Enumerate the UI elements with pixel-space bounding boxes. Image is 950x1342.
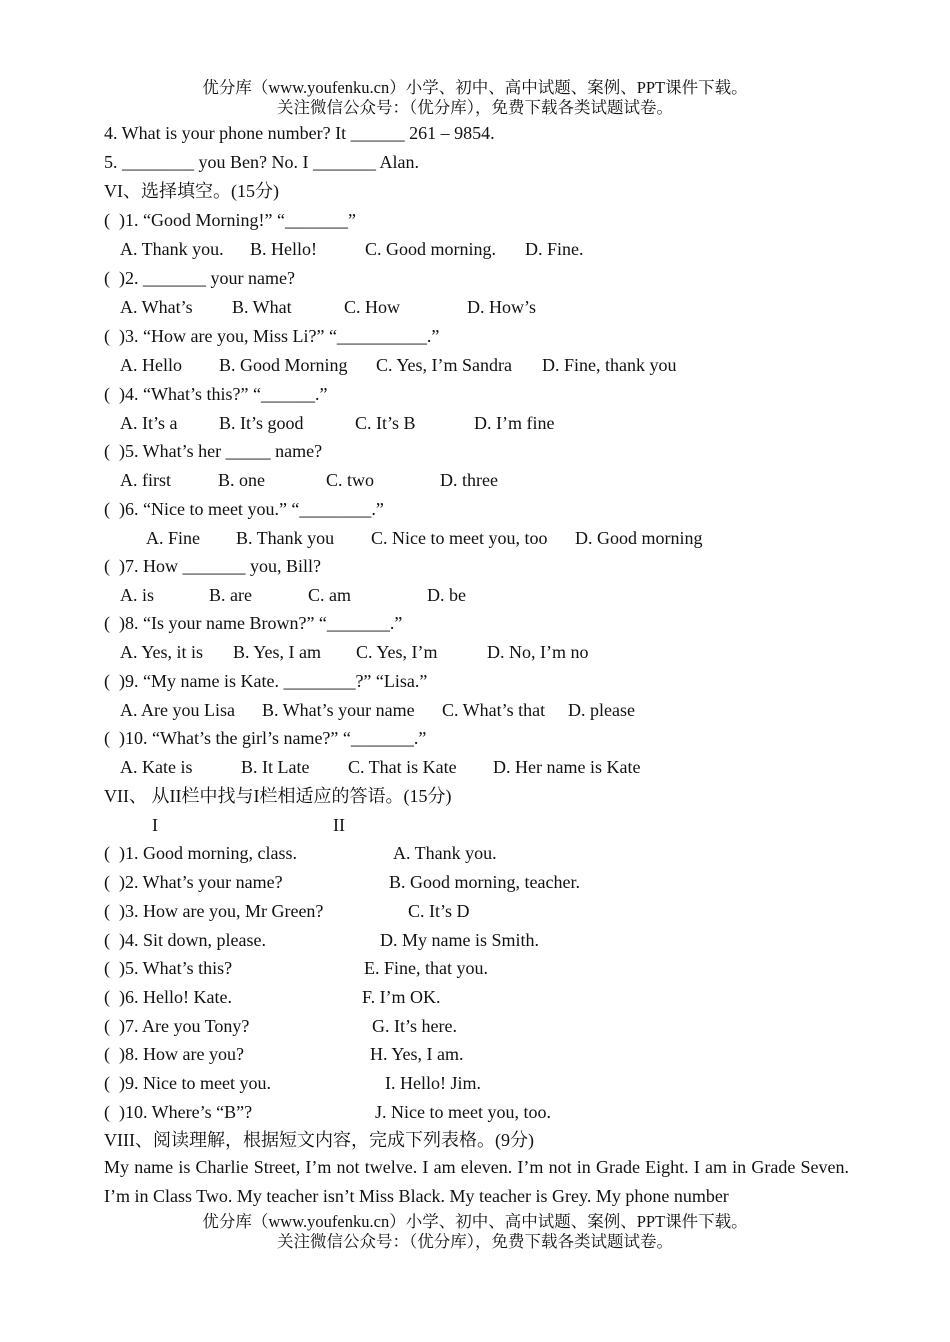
question-line: ( )7. How _______ you, Bill? [104,556,321,576]
match-left: ( )3. How are you, Mr Green? [104,901,324,921]
option: D. How’s [467,297,537,317]
section-title: VIII、阅读理解，根据短文内容，完成下列表格。(9分) [104,1130,534,1150]
match-left: ( )2. What’s your name? [104,872,283,892]
option: D. No, I’m no [487,642,589,662]
option: B. It Late [241,757,310,777]
match-right: E. Fine, that you. [364,958,488,978]
question-line: ( )5. What’s her _____ name? [104,441,323,461]
match-right: H. Yes, I am. [370,1044,464,1064]
match-right: D. My name is Smith. [380,930,540,950]
match-right: G. It’s here. [372,1016,457,1036]
option: A. Fine [146,528,200,548]
option: C. Yes, I’m Sandra [376,355,513,375]
option: A. Kate is [120,757,193,777]
question-line: 5. ________ you Ben? No. I _______ Alan. [104,152,419,172]
option: C. two [326,470,375,490]
option: A. Hello [120,355,182,375]
match-right: I. Hello! Jim. [385,1073,481,1093]
match-right: C. It’s D [408,901,470,921]
option: A. first [120,470,171,490]
match-right: B. Good morning, teacher. [389,872,580,892]
question-line: ( )4. “What’s this?” “______.” [104,384,328,404]
option: D. Fine. [525,239,584,259]
section-title: VI、选择填空。(15分) [104,181,279,201]
option: B. Thank you [236,528,335,548]
match-right: F. I’m OK. [362,987,441,1007]
footer-line-1: 优分库（www.youfenku.cn）小学、初中、高中试题、案例、PPT课件下载。 [202,1212,748,1231]
option: D. Her name is Kate [493,757,641,777]
question-line: ( )9. “My name is Kate. ________?” “Lisa.” [104,671,428,691]
option: B. Yes, I am [233,642,322,662]
column-header: I [152,815,158,835]
option: D. Fine, thank you [542,355,677,375]
match-right: A. Thank you. [393,843,497,863]
option: B. Hello! [250,239,317,259]
option: B. are [209,585,252,605]
match-left: ( )1. Good morning, class. [104,843,297,863]
match-left: ( )6. Hello! Kate. [104,987,232,1007]
match-left: ( )5. What’s this? [104,958,233,978]
option: A. What’s [120,297,193,317]
option: B. It’s good [219,413,304,433]
section-title: VII、 从II栏中找与I栏相适应的答语。(15分) [104,786,452,806]
reading-passage: My name is Charlie Street, I’m not twelve. I am eleven. I’m not in Grade Eight. I am in Grade Seven. I’m in Class Two. My teacher isn’t Miss Black. My teacher is Grey. My phone number [104,1157,849,1206]
option: C. What’s that [442,700,546,720]
option: A. Are you Lisa [120,700,235,720]
option: D. three [440,470,498,490]
header-line-2: 关注微信公众号：（优分库），免费下载各类试题试卷。 [277,98,673,117]
option: D. please [568,700,635,720]
question-line: ( )2. _______ your name? [104,268,295,288]
option: A. is [120,585,155,605]
option: C. Yes, I’m [356,642,438,662]
footer-line-2: 关注微信公众号：（优分库），免费下载各类试题试卷。 [277,1232,673,1251]
question-line: ( )6. “Nice to meet you.” “________.” [104,499,384,519]
option: A. Thank you. [120,239,224,259]
header-line-1: 优分库（www.youfenku.cn）小学、初中、高中试题、案例、PPT课件下载。 [202,78,748,97]
option: B. What’s your name [262,700,415,720]
option: B. Good Morning [219,355,348,375]
question-line: ( )8. “Is your name Brown?” “_______.” [104,613,403,633]
match-right: J. Nice to meet you, too. [375,1102,551,1122]
option: C. Nice to meet you, too [371,528,548,548]
match-left: ( )7. Are you Tony? [104,1016,250,1036]
option: D. be [427,585,466,605]
option: C. That is Kate [348,757,457,777]
option: A. It’s a [120,413,178,433]
option: B. one [218,470,265,490]
column-header: II [333,815,345,835]
option: B. What [232,297,292,317]
option: C. Good morning. [365,239,497,259]
question-line: ( )10. “What’s the girl’s name?” “_______.” [104,728,427,748]
option: C. How [344,297,401,317]
question-line: 4. What is your phone number? It ______ 261 – 9854. [104,123,495,143]
question-line: ( )1. “Good Morning!” “_______” [104,210,356,230]
option: A. Yes, it is [120,642,204,662]
option: D. Good morning [575,528,703,548]
question-line: ( )3. “How are you, Miss Li?” “__________.” [104,326,440,346]
match-left: ( )4. Sit down, please. [104,930,266,950]
option: C. am [308,585,351,605]
match-left: ( )10. Where’s “B”? [104,1102,253,1122]
option: D. I’m fine [474,413,555,433]
option: C. It’s B [355,413,416,433]
match-left: ( )9. Nice to meet you. [104,1073,271,1093]
match-left: ( )8. How are you? [104,1044,244,1064]
